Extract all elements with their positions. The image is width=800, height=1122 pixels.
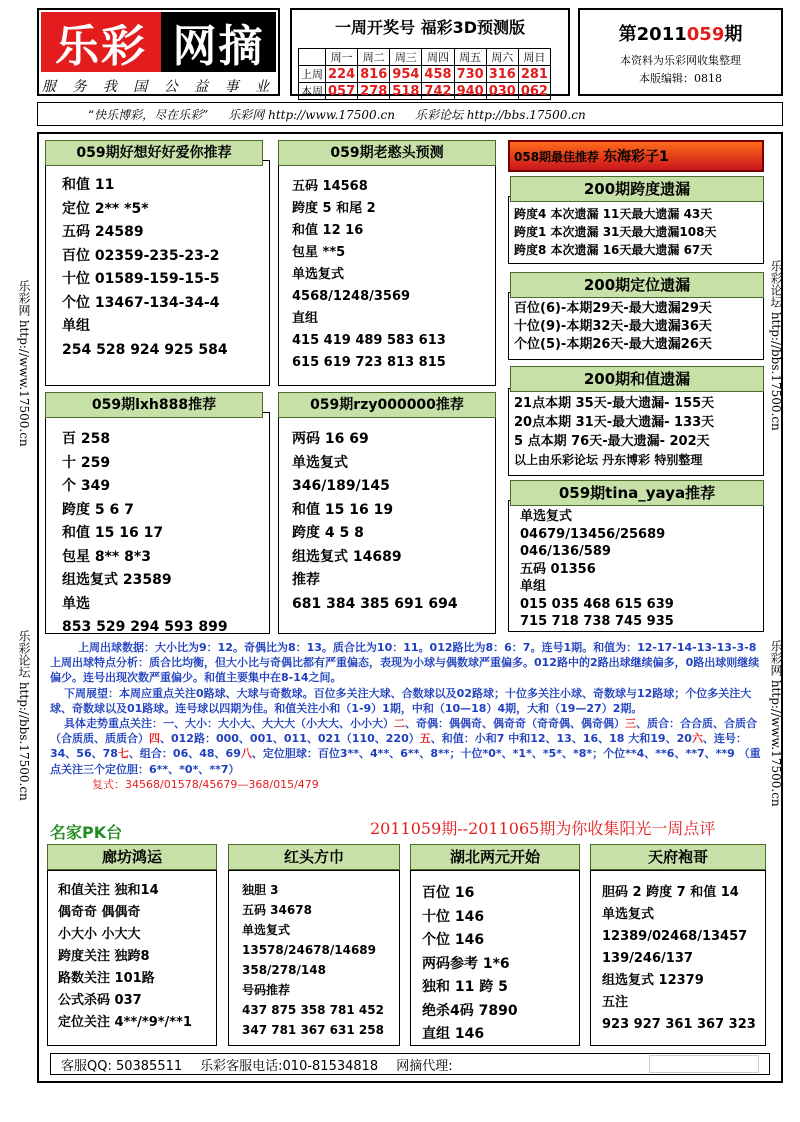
week-draw-panel — [290, 8, 570, 99]
footer-bar — [50, 1053, 770, 1075]
logo — [37, 8, 280, 96]
draw-number: 730 — [454, 66, 486, 83]
day-header: 周四 — [422, 49, 454, 66]
forum-link[interactable]: 乐彩论坛 http://bbs.17500.cn — [414, 107, 586, 122]
draw-number: 954 — [390, 66, 422, 83]
week-title: 一周开奖号 福彩3D预测版 — [335, 18, 525, 37]
pk-title: 名家PK台 — [50, 823, 123, 842]
box-content: 百位(6)-本期29天-最大遗漏29天 十位(9)-本期32天-最大遗漏36天 个位(5)-本期26天-最大遗漏26天 — [514, 301, 712, 352]
draw-number: 940 — [454, 83, 486, 100]
day-header: 周一 — [326, 49, 358, 66]
customer-qq: 客服QQ: 50385511 — [61, 1058, 183, 1074]
box-title: 200期定位遗漏 — [510, 272, 764, 298]
pk-card-title: 廊坊鸿运 — [47, 844, 217, 870]
agent-label: 网摘代理: — [396, 1058, 453, 1074]
pk-card-title: 天府袍哥 — [590, 844, 766, 870]
url-bar — [37, 102, 783, 126]
logo-left-text: 乐彩 — [41, 12, 161, 72]
day-header: 周二 — [358, 49, 390, 66]
pk-card-title: 红头方巾 — [228, 844, 400, 870]
site-link[interactable]: 乐彩网 http://www.17500.cn — [228, 107, 395, 122]
customer-phone: 乐彩客服电话:010-81534818 — [200, 1058, 379, 1074]
box-content: 百 258 十 259 个 349 跨度 5 6 7 和值 15 16 17 包星 8** 8*3 组选复式 23589 单选 853 529 294 593 899 — [62, 431, 228, 635]
box-content: 和值 11 定位 2** *5* 五码 24589 百位 02359-235-23-2 十位 01589-159-15-5 个位 13467-134-34-4 单组 254 528 924 925 584 — [62, 177, 228, 358]
issue-editor: 本版编辑：0818 — [639, 72, 722, 85]
weekly-analysis — [50, 640, 770, 792]
side-text-left-2: 乐彩论坛 http://bbs.17500.cn — [17, 630, 31, 801]
trend-focus: 具体走势重点关注：一、大小：大小大、大大大（小大大、小小大）二、奇偶：偶偶奇、偶奇奇（奇奇偶、偶奇偶）三、质合：合合质、合质合（合质质、质质合）四、012路：000、001、011、021（110、220）五、和值：小和7 中和12、13、16、18 大和19、20六、连号：34、56、78七、组合：06、48、69八、定位胆球：百位3**、4**、6**、8**；十位*0*、*1*、*5*、*8*；个位**4、**6、**7、**9 （重点关注三个定位胆：6**、*0*、**7） — [50, 717, 761, 776]
draw-number: 057 — [326, 83, 358, 100]
side-text-right-1: 乐彩论坛 http://bbs.17500.cn — [769, 260, 783, 431]
box-content: 五码 14568 跨度 5 和尾 2 和值 12 16 包星 **5 单选复式 4568/1248/3569 直组 415 419 489 583 613 615 619 723 813 815 — [292, 179, 446, 370]
issue-number: 059 — [686, 24, 725, 45]
draw-number: 816 — [358, 66, 390, 83]
issue-panel — [578, 8, 783, 96]
box-content: 两码 16 69 单选复式 346/189/145 和值 15 16 19 跨度 4 5 8 组选复式 14689 推荐 681 384 385 691 694 — [292, 431, 458, 612]
side-text-right-2: 乐彩网 http://www.17500.cn — [769, 640, 783, 807]
box-title: 059期lxh888推荐 — [45, 392, 263, 418]
box-content: 单选复式 04679/13456/25689 046/136/589 五码 01356 单组 015 035 468 615 639 715 718 738 745 935 — [520, 509, 674, 629]
draw-number: 742 — [422, 83, 454, 100]
pk-card-content: 和值关注 独和14 偶奇奇 偶偶奇 小大小 小大大 跨度关注 独跨8 路数关注 101路 公式杀码 037 定位关注 4**/*9*/**1 — [58, 883, 192, 1030]
sunny-note: 2011059期--2011065期为你收集阳光一周点评 — [370, 819, 716, 838]
draw-number: 062 — [518, 83, 550, 100]
issue-note: 本资料为乐彩网收集整理 — [620, 54, 741, 67]
draw-number: 278 — [358, 83, 390, 100]
draw-number: 458 — [422, 66, 454, 83]
draw-number: 281 — [518, 66, 550, 83]
last-week-data: 上周出球数据：大小比为9：12。奇偶比为8：13。质合比为10：11。012路比为8：6：7。连号1期。和值为：12-17-14-13-13-3-8 上周出球特点分析：质合比均衡，但大小比与奇偶比都有严重偏态，表现为小球与偶数球严重偏多。012路中的2路出球继续偏多，0路出球则继续偏少。连号出现次数严重偏少。和值主要集中在8-14之间。 — [50, 641, 760, 685]
box-title: 200期跨度遗漏 — [510, 176, 764, 202]
box-title: 059期老憨头预测 — [278, 140, 496, 166]
day-header: 周六 — [486, 49, 518, 66]
pk-card-title: 湖北两元开始 — [410, 844, 580, 870]
box-content: 跨度4 本次遗漏 11天最大遗漏 43天 跨度1 本次遗漏 31天最大遗漏108天 跨度8 本次遗漏 16天最大遗漏 67天 — [514, 207, 717, 257]
draw-number: 316 — [486, 66, 518, 83]
slogan: “快乐博彩，尽在乐彩” — [88, 107, 209, 122]
pk-card-content: 独胆 3 五码 34678 单选复式 13578/24678/14689 358/278/148 号码推荐 437 875 358 781 452 347 781 367 631 258 — [242, 883, 384, 1037]
row-label: 本周 — [299, 83, 326, 100]
draw-number: 224 — [326, 66, 358, 83]
box-title: 200期和值遗漏 — [510, 366, 764, 392]
draw-number: 030 — [486, 83, 518, 100]
box-title: 059期rzy000000推荐 — [278, 392, 496, 418]
next-week-outlook: 下周展望：本周应重点关注0路球、大球与奇数球。百位多关注大球、合数球以及02路球；十位多关注小球、奇数球与12路球；个位多关注大球、奇数球以及01路球。连号球以四期为佳。和值关注小和（1-9）1期，中和（10—18）4期，大和（19—27）2期。 — [50, 686, 752, 715]
week-draw-table — [298, 48, 551, 100]
issue-title: 第2011059期 — [618, 24, 743, 45]
best-recommend-banner: 058期最佳推荐 东海彩子1 — [508, 140, 764, 172]
logo-slogan: 服 务 我 国 公 益 事 业 — [41, 79, 276, 95]
pk-card-content: 百位 16 十位 146 个位 146 两码参考 1*6 独和 11 跨 5 绝杀4码 7890 直组 146 — [422, 885, 518, 1042]
box-title: 059期tina_yaya推荐 — [510, 480, 764, 506]
day-header: 周三 — [390, 49, 422, 66]
day-header: 周五 — [454, 49, 486, 66]
side-text-left-1: 乐彩网 http://www.17500.cn — [17, 280, 31, 447]
box-content: 21点本期 35天-最大遗漏- 155天 20点本期 31天-最大遗漏- 133天 5 点本期 76天-最大遗漏- 202天 以上由乐彩论坛 丹东博彩 特别整理 — [514, 396, 715, 467]
draw-number: 518 — [390, 83, 422, 100]
box-title: 059期好想好好爱你推荐 — [45, 140, 263, 166]
row-label: 上周 — [299, 66, 326, 83]
logo-right-text: 网摘 — [161, 12, 276, 72]
day-header: 周日 — [518, 49, 550, 66]
compound-picks: 复式：34568/01578/45679—368/015/479 — [92, 777, 319, 791]
agent-field — [649, 1055, 759, 1073]
pk-card-content: 胆码 2 跨度 7 和值 14 单选复式 12389/02468/13457 139/246/137 组选复式 12379 五注 923 927 361 367 323 — [602, 885, 756, 1032]
